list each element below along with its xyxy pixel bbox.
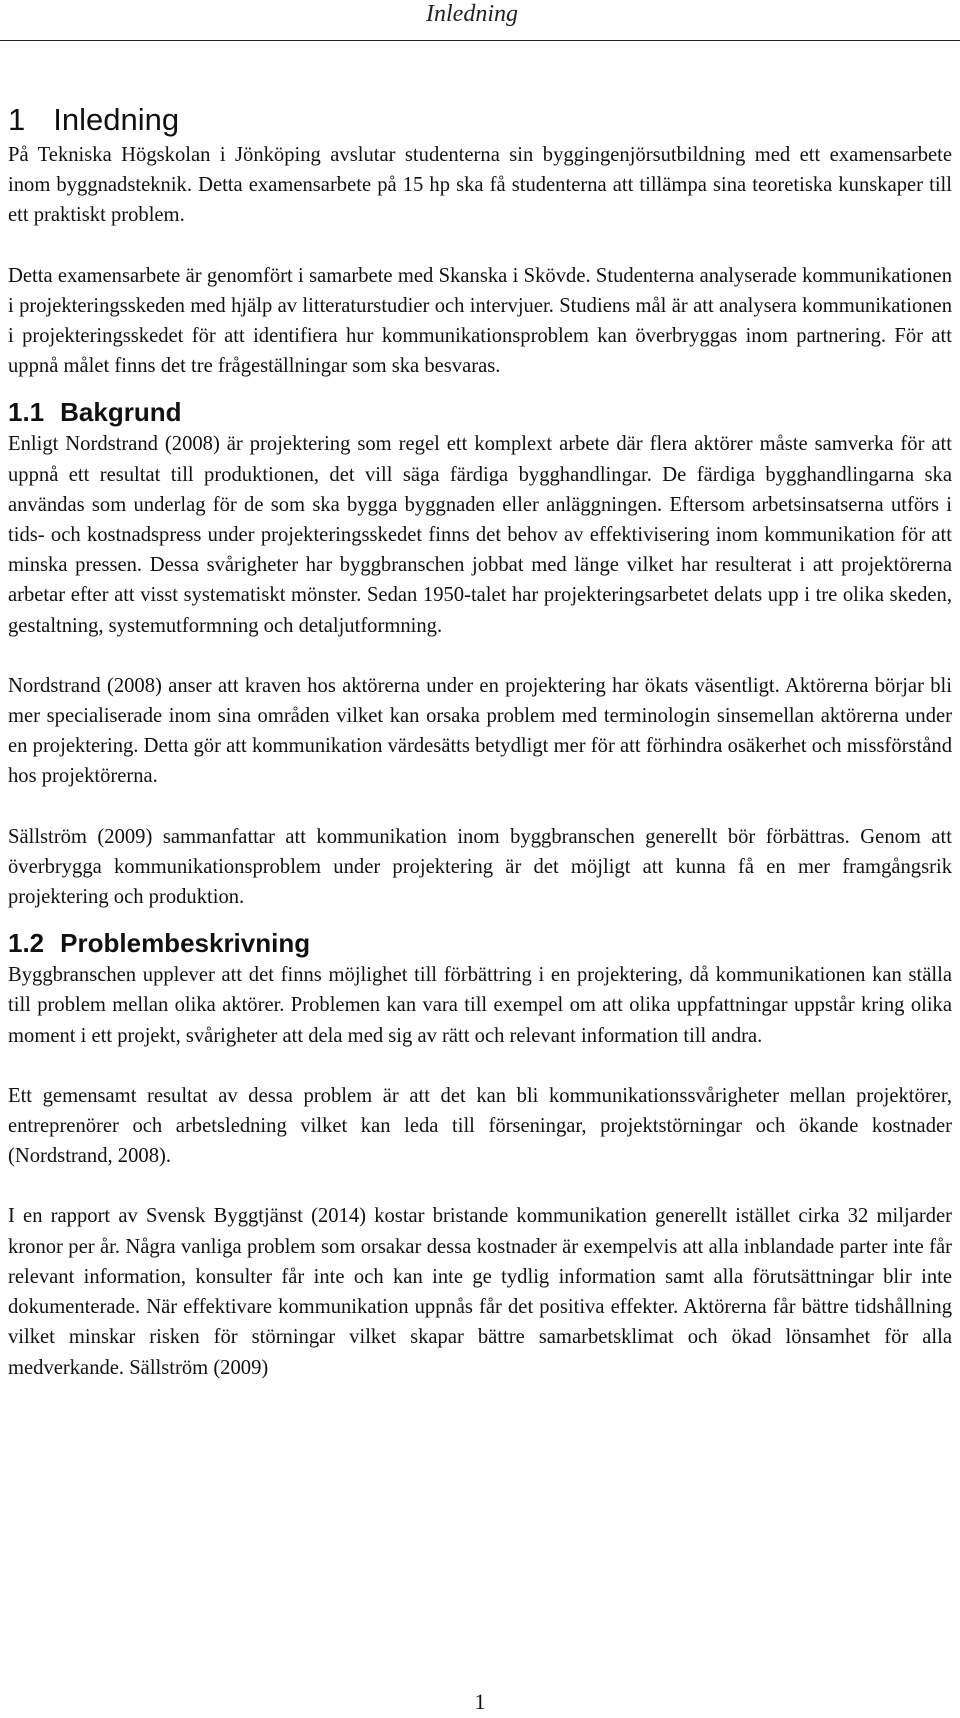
paragraph: Nordstrand (2008) anser att kraven hos aktörerna under en projektering har ökats väsentligt. Aktörerna börjar bli mer specialiserade inom sina områden vilket kan orsaka problem med terminologin sinsemellan aktörerna under en projektering. Detta gör att kommunikation värdesätts betydligt mer för att förhindra osäkerhet och missförstånd hos projektörerna. <box>8 674 952 788</box>
chapter-title: Inledning <box>53 102 180 137</box>
page-content <box>8 90 952 1383</box>
paragraph: I en rapport av Svensk Byggtjänst (2014) kostar bristande kommunikation generellt istället cirka 32 miljarder kronor per år. Några vanliga problem som orsakar dessa kostnader är exempelvis att alla inblandade parter inte får relevant information, konsulter får inte och kan inte ge tydlig information samt alla förutsättningar blir inte dokumenterade. När effektivare kommunikation uppnås får det positiva effekter. Aktörerna får bättre tidshållning vilket minskar risken för störningar vilket skapar bättre samarbetsklimat och ökad lönsamhet för alla medverkande. Sällström (2009) <box>8 1205 952 1379</box>
chapter-heading <box>8 100 952 140</box>
section-number: 1.1 <box>8 397 45 428</box>
section-title: Bakgrund <box>60 397 182 428</box>
running-title: Inledning <box>426 1 518 27</box>
chapter-number: 1 <box>8 102 26 137</box>
paragraph: Sällström (2009) sammanfattar att kommunikation inom byggbranschen generellt bör förbättras. Genom att överbrygga kommunikationsproblem under projektering är det möjligt att kunna få en mer framgångsrik projektering och produktion. <box>8 825 952 909</box>
section-number: 1.2 <box>8 928 45 959</box>
paragraph: Enligt Nordstrand (2008) är projektering som regel ett komplext arbete där flera aktörer måste samverka för att uppnå ett resultat till produktionen, det vill säga färdiga bygghandlingar. De färdiga bygghandlingarna ska användas som underlag för de som ska bygga byggnaden eller anläggningen. Eftersom arbetsinsatserna utförs i tids- och kostnadspress under projekteringsskedet finns det behov av effektivisering inom kommunikation för att minska pressen. Dessa svårigheter har byggbranschen jobbat med länge vilket har resulterat i att projektörerna arbetar efter att visst systematiskt mönster. Sedan 1950-talet har projekteringsarbetet delats upp i tre olika skeden, gestaltning, systemutformning och detaljutformning. <box>8 433 952 637</box>
paragraph: Ett gemensamt resultat av dessa problem är att det kan bli kommunikationssvårigheter mellan projektörer, entreprenörer och arbetsledning vilket kan leda till förseningar, projektstörningar och ökande kostnader (Nordstrand, 2008). <box>8 1084 952 1168</box>
paragraph: Byggbranschen upplever att det finns möjlighet till förbättring i en projektering, då kommunikationen kan ställa till problem mellan olika aktörer. Problemen kan vara till exempel om att olika uppfattningar uppstår kring olika moment i ett projekt, svårigheter att dela med sig av rätt och relevant information till andra. <box>8 964 952 1047</box>
section-title: Problembeskrivning <box>60 928 311 959</box>
section-heading-problembeskrivning <box>8 926 952 960</box>
paragraph: På Tekniska Högskolan i Jönköping avslutar studenterna sin byggingenjörsutbildning med ett examensarbete inom byggnadsteknik. Detta examensarbete på 15 hp ska få studenterna att tillämpa sina teoretiska kunskaper till ett praktiskt problem. <box>8 144 952 227</box>
paragraph: Detta examensarbete är genomfört i samarbete med Skanska i Skövde. Studenterna analyserade kommunikationen i projekteringsskeden med hjälp av litteraturstudier och intervjuer. Studiens mål är att analysera kommunikationen i projekteringsskedet för att identifiera hur kommunikationsproblem kan överbryggas inom partnering. För att uppnå målet finns det tre frågeställningar som ska besvaras. <box>8 264 952 378</box>
page-number: 1 <box>474 1689 486 1714</box>
section-heading-bakgrund <box>8 395 952 429</box>
page-header <box>0 0 960 41</box>
